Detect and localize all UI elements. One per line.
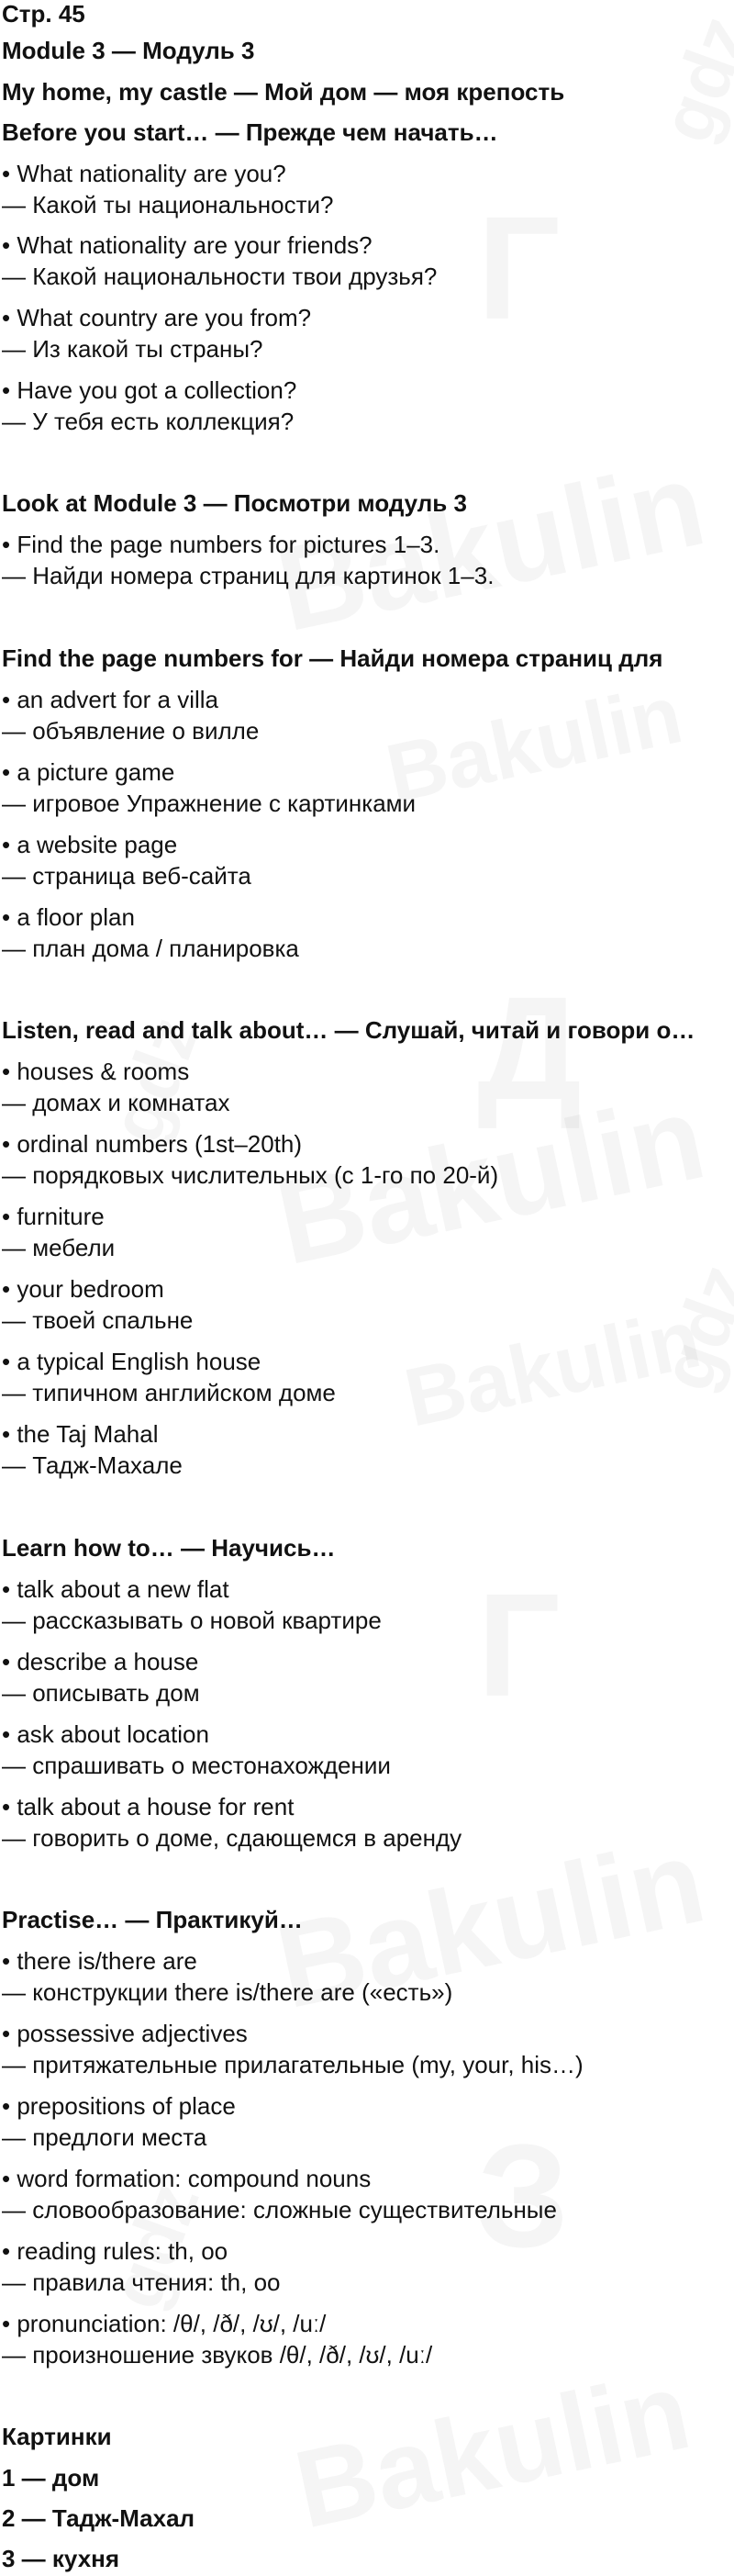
list-item-ru: — спрашивать о местонахождении — [2, 1752, 391, 1779]
page-label: Стр. 45 — [2, 0, 85, 28]
list-item-ru: — Из какой ты страны? — [2, 335, 263, 363]
list-item-ru: — У тебя есть коллекция? — [2, 408, 295, 435]
list-item-ru: — мебели — [2, 1234, 116, 1261]
section-heading-before-start: Before you start… — Прежде чем начать… — [2, 118, 498, 146]
list-item-ru: — правила чтения: th, oo — [2, 2268, 281, 2296]
watermark-text — [477, 1561, 561, 1730]
list-item-ru: — произношение звуков /θ/, /ð/, /ʊ/, /uː/ — [2, 2341, 433, 2369]
list-item-en: • a floor plan — [2, 903, 135, 931]
list-item-en: • describe a house — [2, 1648, 199, 1675]
list-item-ru: — страница веб-сайта — [2, 862, 251, 890]
picture-caption: 1 — дом — [2, 2464, 100, 2492]
picture-caption: 2 — Тадж-Махал — [2, 2504, 195, 2532]
list-item-en: • possessive adjectives — [2, 2020, 248, 2047]
list-item-ru: — порядковых числительных (с 1-го по 20-й) — [2, 1161, 499, 1189]
module-subtitle: My home, my castle — Мой дом — моя крепость — [2, 78, 565, 106]
list-item-ru: — Какой национальности твои друзья? — [2, 263, 438, 290]
list-item-en: • your bedroom — [2, 1275, 164, 1303]
module-title: Module 3 — Модуль 3 — [2, 37, 255, 64]
section-heading-find-pages: Find the page numbers for — Найди номера страниц для — [2, 644, 663, 672]
watermark-text — [644, 6, 734, 153]
picture-caption: 3 — кухня — [2, 2545, 120, 2572]
section-heading-pictures: Картинки — [2, 2423, 112, 2450]
list-item-ru: — описывать дом — [2, 1679, 200, 1707]
list-item-en: • ask about location — [2, 1720, 209, 1748]
list-item-en: • talk about a new flat — [2, 1575, 229, 1603]
list-item-en: • word formation: compound nouns — [2, 2165, 372, 2192]
list-item-ru: — твоей спальне — [2, 1306, 194, 1334]
watermark-text — [397, 1292, 708, 1446]
list-item-en: • pronunciation: /θ/, /ð/, /ʊ/, /uː/ — [2, 2310, 327, 2337]
list-item-en: • talk about a house for rent — [2, 1793, 295, 1820]
list-item-en: • What country are you from? — [2, 304, 312, 331]
list-item-en: • Find the page numbers for pictures 1–3. — [2, 531, 440, 558]
list-item-ru: — домах и комнатах — [2, 1089, 230, 1116]
list-item-ru: — Тадж-Махале — [2, 1451, 183, 1479]
list-item-ru: — план дома / планировка — [2, 935, 299, 962]
list-item-en: • Have you got a collection? — [2, 376, 297, 404]
list-item-en: • ordinal numbers (1st–20th) — [2, 1130, 303, 1158]
list-item-ru: — предлоги места — [2, 2123, 207, 2151]
list-item-ru: — Найди номера страниц для картинок 1–3. — [2, 562, 495, 589]
watermark-text — [477, 184, 561, 353]
list-item-en: • houses & rooms — [2, 1058, 190, 1085]
section-heading-listen: Listen, read and talk about… — Слушай, читай и говори о… — [2, 1016, 695, 1044]
watermark-text — [379, 667, 690, 822]
section-heading-practise: Practise… — Практикуй… — [2, 1906, 303, 1933]
list-item-ru: — говорить о доме, сдающемся в аренду — [2, 1824, 462, 1852]
watermark-text — [477, 964, 582, 1133]
list-item-en: • an advert for a villa — [2, 686, 218, 713]
list-item-en: • a website page — [2, 831, 178, 858]
list-item-en: • prepositions of place — [2, 2092, 236, 2120]
section-heading-learn: Learn how to… — Научись… — [2, 1534, 336, 1562]
list-item-ru: — типичном английском доме — [2, 1379, 336, 1406]
list-item-en: • furniture — [2, 1203, 105, 1230]
list-item-en: • What nationality are your friends? — [2, 231, 373, 259]
list-item-ru: — словообразование: сложные существительные — [2, 2196, 557, 2223]
list-item-ru: — игровое Упражнение с картинками — [2, 790, 417, 817]
list-item-en: • there is/there are — [2, 1947, 197, 1975]
list-item-en: • a picture game — [2, 758, 175, 786]
list-item-en: • reading rules: th, oo — [2, 2237, 228, 2265]
list-item-ru: — рассказывать о новой квартире — [2, 1607, 382, 1634]
list-item-ru: — конструкции there is/there are («есть») — [2, 1978, 453, 2006]
section-heading-look-at: Look at Module 3 — Посмотри модуль 3 — [2, 489, 467, 517]
watermark-text — [284, 2346, 700, 2553]
watermark-text — [644, 1254, 734, 1402]
list-item-ru: — Какой ты национальности? — [2, 191, 334, 218]
list-item-en: • What nationality are you? — [2, 160, 286, 187]
list-item-ru: — объявление о вилле — [2, 717, 260, 745]
list-item-en: • the Taj Mahal — [2, 1420, 159, 1448]
list-item-ru: — притяжательные прилагательные (my, your, his…) — [2, 2051, 584, 2078]
list-item-en: • a typical English house — [2, 1348, 261, 1375]
